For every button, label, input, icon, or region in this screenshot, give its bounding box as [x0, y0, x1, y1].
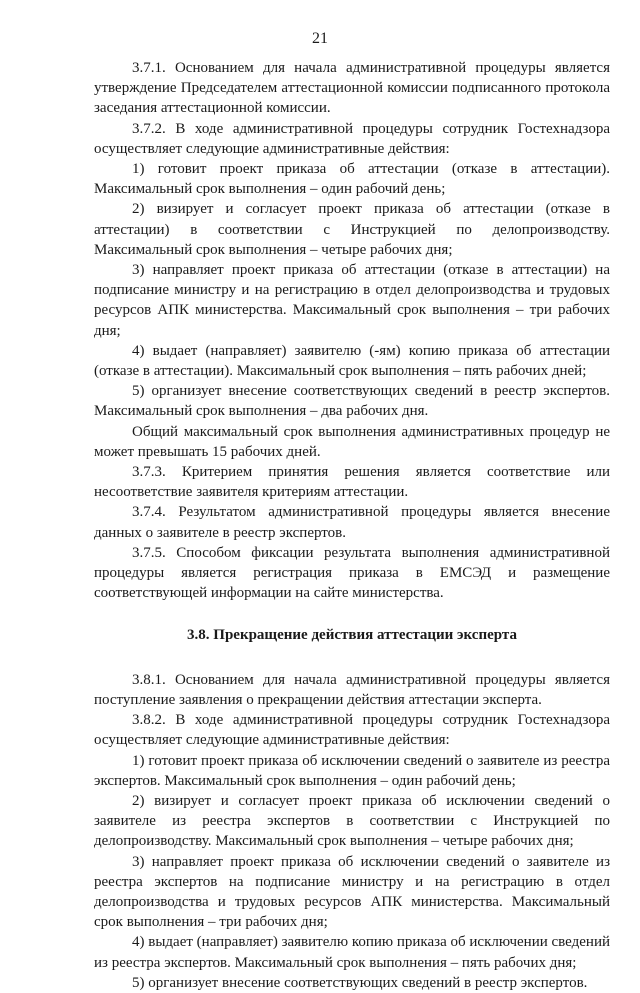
list-item-3: 3) направляет проект приказа об исключении сведений о заявителе из реестра экспертов на подписание министру и на регистрацию в отдел делопроизводства и трудовых ресурсов АПК министерства. Максимальный срок выполнения – три рабочих дня;: [94, 853, 610, 931]
paragraph-3-7-4: 3.7.4. Результатом административной процедуры является внесение данных о заявителе в реестр экспертов.: [94, 504, 610, 541]
paragraph-3-7-2: 3.7.2. В ходе административной процедуры сотрудник Гостехнадзора осуществляет следующие административные действия:: [94, 120, 610, 157]
section-title: 3.8. Прекращение действия аттестации эксперта: [187, 627, 517, 644]
paragraph-3-7-5: 3.7.5. Способом фиксации результата выполнения административной процедуры является регистрация приказа в ЕМСЭД и размещение соответствующей информации на сайте министерства.: [94, 544, 610, 602]
paragraph-3-7-3: 3.7.3. Критерием принятия решения является соответствие или несоответствие заявителя критериям аттестации.: [94, 464, 610, 501]
paragraph-3-8-2: 3.8.2. В ходе административной процедуры сотрудник Гостехнадзора осуществляет следующие административные действия:: [94, 712, 610, 749]
paragraph-3-8-1: 3.8.1. Основанием для начала административной процедуры является поступление заявления о прекращении действия аттестации эксперта.: [94, 671, 610, 708]
paragraph-total-term: Общий максимальный срок выполнения административных процедур не может превышать 15 рабочих дней.: [94, 423, 610, 460]
paragraph-3-7-1: 3.7.1. Основанием для начала административной процедуры является утверждение Председателем аттестационной комиссии подписанного протокола заседания аттестационной комиссии.: [94, 60, 610, 117]
list-item-2: 2) визирует и согласует проект приказа об аттестации (отказе в аттестации) в соответствии с Инструкцией по делопроизводству. Максимальный срок выполнения – четыре рабочих дня;: [94, 201, 610, 258]
list-item-5: 5) организует внесение соответствующих сведений в реестр экспертов. Максимальный срок выполнения – два рабочих дня.: [94, 383, 610, 420]
list-item-1: 1) готовит проект приказа об исключении сведений о заявителе из реестра экспертов. Максимальный срок выполнения – один рабочий день;: [94, 752, 610, 789]
document-body: [94, 58, 610, 993]
page-number: 21: [312, 30, 328, 47]
list-item-5: 5) организует внесение соответствующих сведений в реестр экспертов.: [132, 974, 588, 991]
list-item-2: 2) визирует и согласует проект приказа об исключении сведений о заявителе из реестра экспертов в соответствии с Инструкцией по делопроизводству. Максимальный срок выполнения – четыре рабочих дня;: [94, 792, 610, 850]
list-item-4: 4) выдает (направляет) заявителю копию приказа об исключении сведений из реестра экспертов. Максимальный срок выполнения – пять рабочих дня;: [94, 934, 610, 971]
list-item-3: 3) направляет проект приказа об аттестации (отказе в аттестации) на подписание министру и на регистрацию в отдел делопроизводства и трудовых ресурсов АПК министерства. Максимальный срок выполнения – три рабочих дня;: [94, 262, 610, 339]
list-item-1: 1) готовит проект приказа об аттестации (отказе в аттестации). Максимальный срок выполнения – один рабочий день;: [94, 161, 610, 198]
list-item-4: 4) выдает (направляет) заявителю (-ям) копию приказа об аттестации (отказе в аттестации). Максимальный срок выполнения – пять рабочих дней;: [94, 342, 610, 380]
